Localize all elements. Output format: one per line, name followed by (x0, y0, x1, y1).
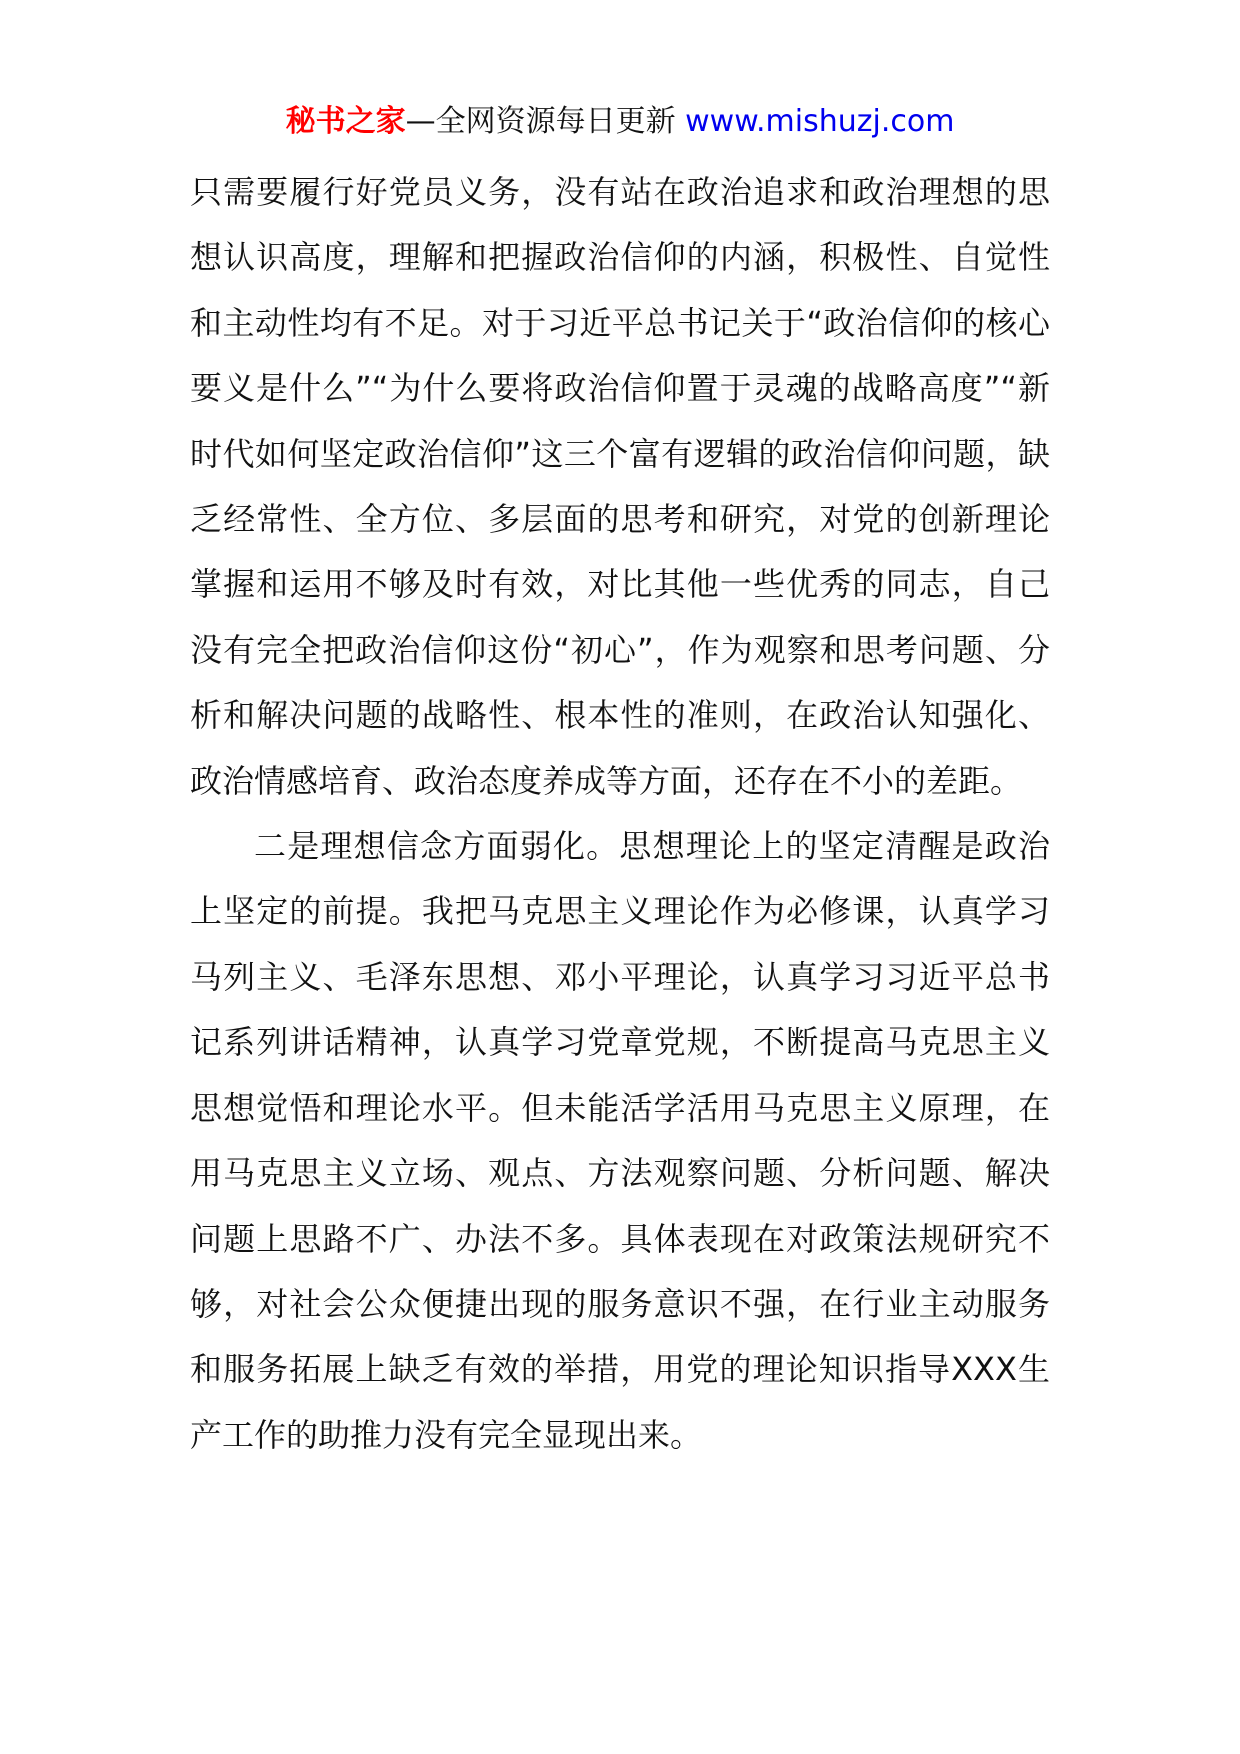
header-brand: 秘书之家 (285, 104, 406, 139)
document-body (190, 160, 1050, 1468)
paragraph-ideals-weakening: 二是理想信念方面弱化。思想理论上的坚定清醒是政治上坚定的前提。我把马克思主义理论作为必修课，认真学习马列主义、毛泽东思想、邓小平理论，认真学习习近平总书记系列讲话精神，认真学习党章党规，不断提高马克思主义思想觉悟和理论水平。但未能活学活用马克思主义原理，在用马克思主义立场、观点、方法观察问题、分析问题、解决问题上思路不广、办法不多。具体表现在对政策法规研究不够，对社会公众便捷出现的服务意识不强，在行业主动服务和服务拓展上缺乏有效的举措，用党的理论知识指导XXX生产工作的助推力没有完全显现出来。 (190, 827, 1050, 1454)
header-tagline: —全网资源每日更新 (405, 104, 686, 139)
paragraph-continuation: 只需要履行好党员义务，没有站在政治追求和政治理想的思想认识高度，理解和把握政治信仰的内涵，积极性、自觉性和主动性均有不足。对于习近平总书记关于“政治信仰的核心要义是什么”“为什么要将政治信仰置于灵魂的战略高度”“新时代如何坚定政治信仰”这三个富有逻辑的政治信仰问题，缺乏经常性、全方位、多层面的思考和研究，对党的创新理论掌握和运用不够及时有效，对比其他一些优秀的同志，自己没有完全把政治信仰这份“初心”，作为观察和思考问题、分析和解决问题的战略性、根本性的准则，在政治认知强化、政治情感培育、政治态度养成等方面，还存在不小的差距。 (190, 173, 1050, 800)
header-site-link[interactable]: www.mishuzj.com (685, 104, 955, 139)
page-header (0, 102, 1240, 142)
